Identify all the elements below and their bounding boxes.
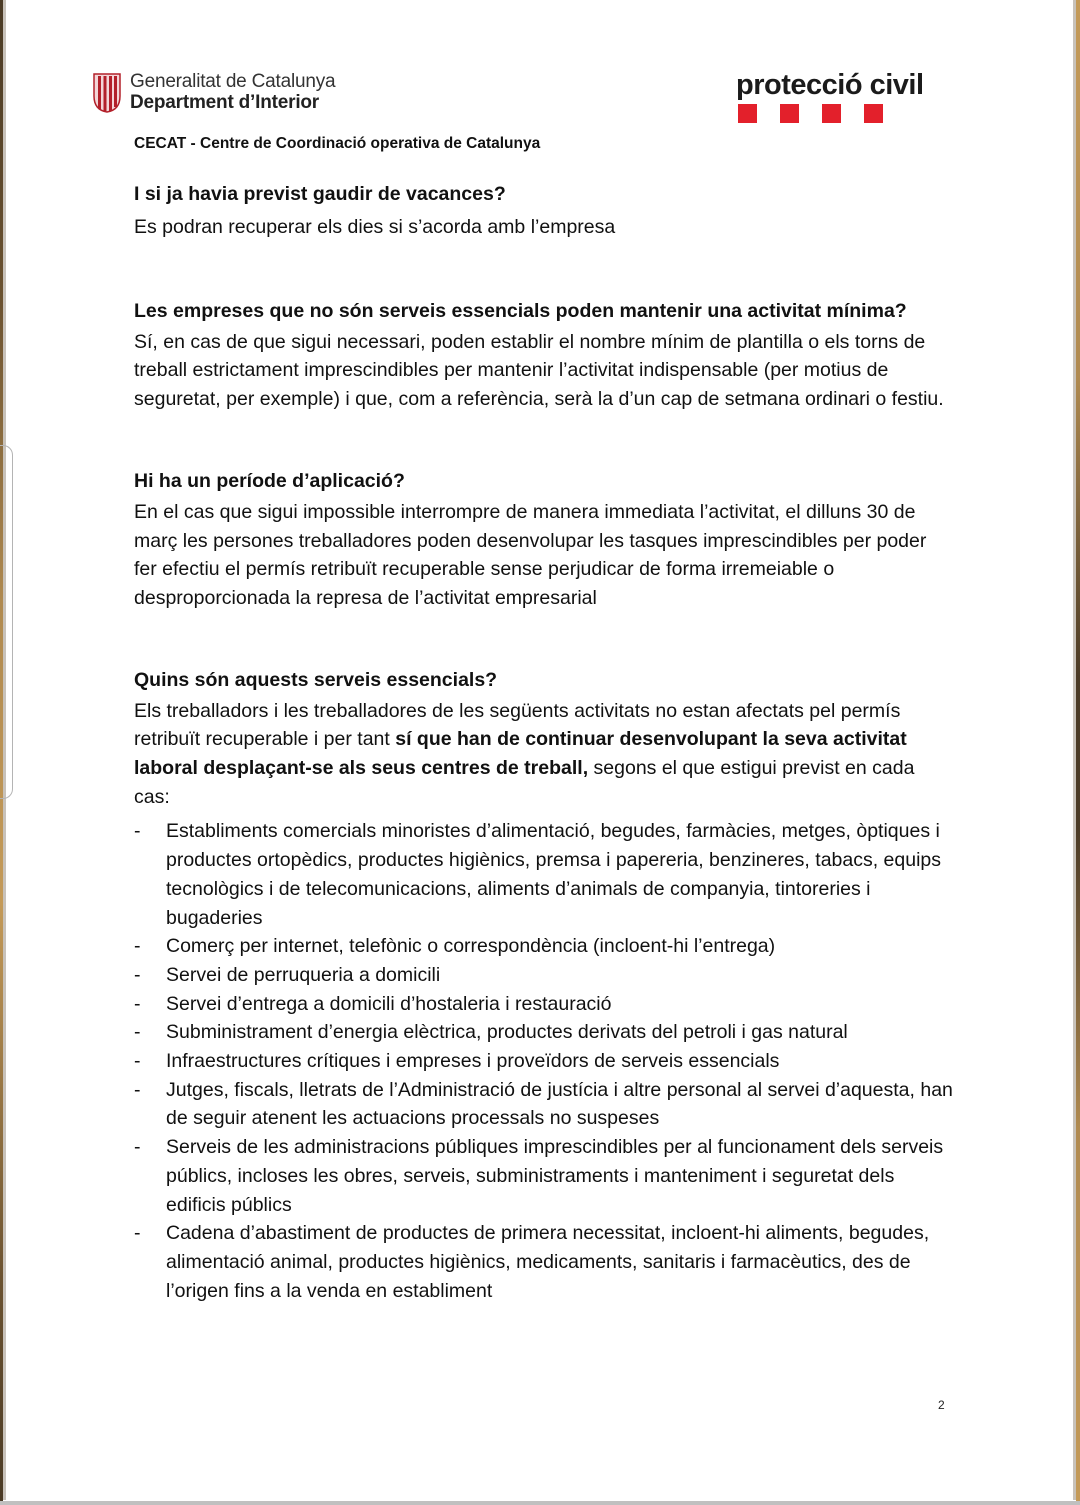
faq-answer: Es podran recuperar els dies si s’acorda amb l’empresa	[134, 216, 616, 238]
proteccio-civil-squares-icon	[738, 104, 924, 123]
faq-activitat-minima	[134, 297, 954, 414]
faq-answer	[134, 697, 954, 812]
document-body	[134, 180, 954, 1305]
list-item: - Subministrament d’energia elèctrica, productes derivats del petroli i gas natural	[134, 1018, 954, 1047]
list-item: - Infraestructures crítiques i empreses i proveïdors de serveis essencials	[134, 1047, 954, 1076]
page-number: 2	[938, 1398, 945, 1412]
faq-answer: En el cas que sigui impossible interrompre de manera immediata l’activitat, el dilluns 30 de març les persones treballadores poden desenvolupar les tasques imprescindibles per poder fer efectiu el permís retribuït recuperable sense perjudicar de forma irremeiable o desproporcionada la represa de l’activitat empresarial	[134, 500, 927, 609]
dash-bullet-icon: -	[134, 963, 141, 986]
dash-bullet-icon: -	[134, 1050, 141, 1073]
generalitat-logo	[92, 70, 335, 114]
faq-question: Quins són aquests serveis essencials?	[134, 668, 498, 691]
faq-serveis-essencials	[134, 666, 954, 1306]
dash-bullet-icon: -	[134, 1222, 141, 1245]
faq-answer: Sí, en cas de que sigui necessari, poden establir el nombre mínim de plantilla o els torns de treball estrictament imprescindibles per mantenir l’activitat indispensable (per motius de seguretat, per exemple) i que, com a referència, serà la d’un cap de setmana ordinari o festiu.	[134, 330, 944, 411]
viewer-frame-right-inner	[1073, 0, 1076, 1500]
faq-vacances	[134, 180, 954, 242]
viewer-frame-right	[1076, 0, 1080, 1505]
dash-bullet-icon: -	[134, 1021, 141, 1044]
list-item: - Servei d’entrega a domicili d’hostaleria i restauració	[134, 990, 954, 1019]
dash-bullet-icon: -	[134, 820, 141, 843]
generalitat-name: Generalitat de Catalunya	[130, 71, 336, 92]
dash-bullet-icon: -	[134, 935, 141, 958]
answer-bold-text: sí que han de continuar desenvolupant la seva activitat laboral desplaçant-se als seus centres de treball,	[134, 728, 907, 780]
side-panel-handle[interactable]	[0, 445, 13, 799]
dash-bullet-icon: -	[134, 992, 141, 1015]
proteccio-civil-text: protecció civil	[736, 69, 924, 101]
document-subtitle: CECAT - Centre de Coordinació operativa de Catalunya	[134, 135, 541, 152]
dash-bullet-icon: -	[134, 1078, 141, 1101]
list-item: - Comerç per internet, telefònic o correspondència (incloent-hi l’entrega)	[134, 932, 954, 961]
list-item: - Establiments comercials minoristes d’alimentació, begudes, farmàcies, metges, òptiques i productes ortopèdics, productes higiènics, premsa i papereria, benzineres, tabacs, equips tecnològics i de telecomunicacions, aliments d’animals de companyia, tintoreries i bugaderies	[134, 817, 954, 932]
list-item: - Cadena d’abastiment de productes de primera necessitat, incloent-hi aliments, begudes, alimentació animal, productes higiènics, medicaments, sanitaris i farmacèutics, des de l’origen fins a la venda en establiment	[134, 1219, 954, 1305]
answer-text: segons el que estigui previst en cada cas:	[134, 757, 915, 808]
faq-question: I si ja havia previst gaudir de vacances?	[134, 183, 506, 205]
answer-text: Els treballadors i les treballadores de les següents activitats no estan afectats pel permís retribuït recuperable i per tant	[134, 699, 901, 751]
proteccio-civil-logo	[736, 70, 924, 123]
faq-question: Les empreses que no són serveis essencials poden mantenir una activitat mínima?	[134, 299, 907, 322]
list-item: - Serveis de les administracions públiques imprescindibles per al funcionament dels serveis públics, incloses les obres, serveis, subministraments i manteniment i seguretat dels edificis públics	[134, 1133, 954, 1219]
viewer-frame-bottom	[0, 1501, 1080, 1505]
essential-services-list	[134, 817, 954, 1305]
faq-periode-aplicacio	[134, 467, 954, 613]
department-name: Department d’Interior	[130, 92, 319, 113]
faq-question: Hi ha un període d’aplicació?	[134, 469, 405, 492]
dash-bullet-icon: -	[134, 1136, 141, 1159]
generalitat-crest-icon	[92, 70, 122, 114]
list-item: - Servei de perruqueria a domicili	[134, 961, 954, 990]
list-item: - Jutges, fiscals, lletrats de l’Administració de justícia i altre personal al servei d’aquesta, han de seguir atenent les actuacions processals no suspeses	[134, 1076, 954, 1133]
